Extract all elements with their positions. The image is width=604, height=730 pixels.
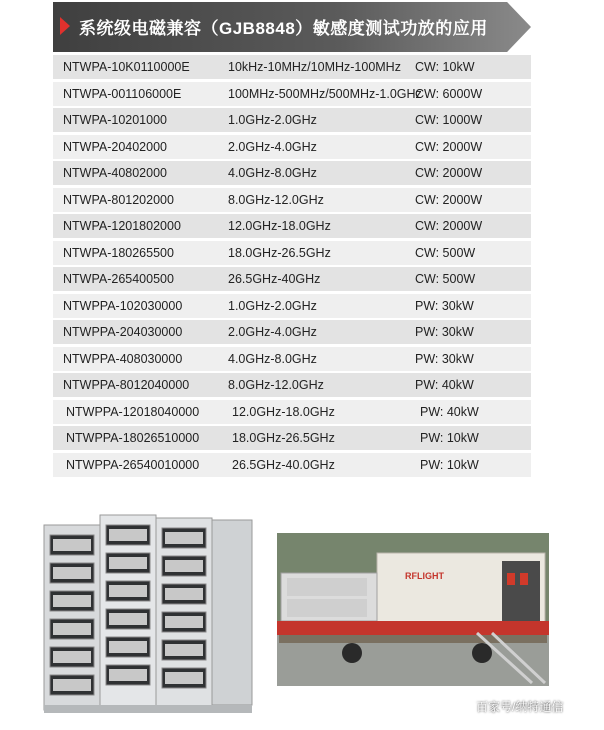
table-row (53, 267, 531, 291)
model-cell: NTWPA-10201000 (63, 113, 167, 127)
frequency-cell: 1.0GHz-2.0GHz (228, 113, 317, 127)
table-row (53, 426, 531, 450)
power-cell: PW: 30kW (415, 325, 474, 339)
power-cell: CW: 2000W (415, 139, 483, 154)
model-cell: NTWPA-40802000 (63, 166, 167, 180)
frequency-cell: 8.0GHz-12.0GHz (228, 192, 324, 207)
shelter-trailer-image (277, 533, 549, 686)
model-cell: NTWPA-20402000 (63, 139, 167, 154)
frequency-cell: 4.0GHz-8.0GHz (228, 166, 317, 180)
watermark: 百家号/纳特通信 (476, 700, 564, 714)
frequency-cell: 18.0GHz-26.5GHz (228, 245, 331, 260)
page-title: 系统级电磁兼容（GJB8848）敏感度测试功放的应用 (79, 19, 488, 38)
amplifier-cabinets-image (35, 490, 270, 725)
model-cell: NTWPPA-8012040000 (63, 378, 190, 392)
table-row (53, 188, 531, 212)
power-cell: CW: 10kW (415, 60, 475, 74)
model-cell: NTWPPA-26540010000 (66, 457, 200, 472)
power-cell: CW: 1000W (415, 113, 483, 127)
table-row (53, 161, 531, 185)
frequency-cell: 2.0GHz-4.0GHz (228, 325, 317, 339)
model-cell: NTWPA-001106000E (63, 86, 182, 101)
power-cell: PW: 30kW (415, 351, 474, 366)
model-cell: NTWPPA-12018040000 (66, 404, 200, 419)
model-cell: NTWPA-10K0110000E (63, 60, 190, 74)
table-row (53, 453, 531, 477)
table-row (53, 135, 531, 159)
power-cell: CW: 6000W (415, 86, 483, 101)
model-cell: NTWPA-1201802000 (63, 219, 181, 233)
triangle-icon (60, 17, 70, 35)
spec-table (53, 55, 531, 479)
table-row (53, 400, 531, 424)
table-row (53, 347, 531, 371)
frequency-cell: 1.0GHz-2.0GHz (228, 298, 317, 313)
model-cell: NTWPPA-102030000 (63, 298, 183, 313)
table-row (53, 108, 531, 132)
frequency-cell: 10kHz-10MHz/10MHz-100MHz (228, 60, 401, 74)
table-row (53, 82, 531, 106)
frequency-cell: 2.0GHz-4.0GHz (228, 139, 317, 154)
power-cell: PW: 40kW (420, 404, 479, 419)
table-row (53, 241, 531, 265)
frequency-cell: 18.0GHz-26.5GHz (232, 431, 335, 445)
model-cell: NTWPA-265400500 (63, 272, 174, 286)
table-row (53, 214, 531, 238)
frequency-cell: 26.5GHz-40GHz (228, 272, 321, 286)
model-cell: NTWPPA-18026510000 (66, 431, 200, 445)
frequency-cell: 12.0GHz-18.0GHz (228, 219, 331, 233)
model-cell: NTWPPA-204030000 (63, 325, 183, 339)
table-row (53, 320, 531, 344)
power-cell: CW: 500W (415, 245, 476, 260)
power-cell: PW: 30kW (415, 298, 474, 313)
frequency-cell: 8.0GHz-12.0GHz (228, 378, 324, 392)
table-row (53, 55, 531, 79)
power-cell: CW: 500W (415, 272, 476, 286)
table-row (53, 294, 531, 318)
power-cell: CW: 2000W (415, 166, 483, 180)
table-row (53, 373, 531, 397)
power-cell: PW: 10kW (420, 457, 479, 472)
model-cell: NTWPA-180265500 (63, 245, 174, 260)
shelter-brand-logo: RFLIGHT (405, 571, 444, 581)
power-cell: CW: 2000W (415, 192, 483, 207)
model-cell: NTWPA-801202000 (63, 192, 174, 207)
power-cell: CW: 2000W (415, 219, 483, 233)
power-cell: PW: 10kW (420, 431, 479, 445)
frequency-cell: 12.0GHz-18.0GHz (232, 404, 335, 419)
frequency-cell: 4.0GHz-8.0GHz (228, 351, 317, 366)
power-cell: PW: 40kW (415, 378, 474, 392)
model-cell: NTWPPA-408030000 (63, 351, 183, 366)
frequency-cell: 100MHz-500MHz/500MHz-1.0GHz (228, 86, 422, 101)
frequency-cell: 26.5GHz-40.0GHz (232, 457, 335, 472)
